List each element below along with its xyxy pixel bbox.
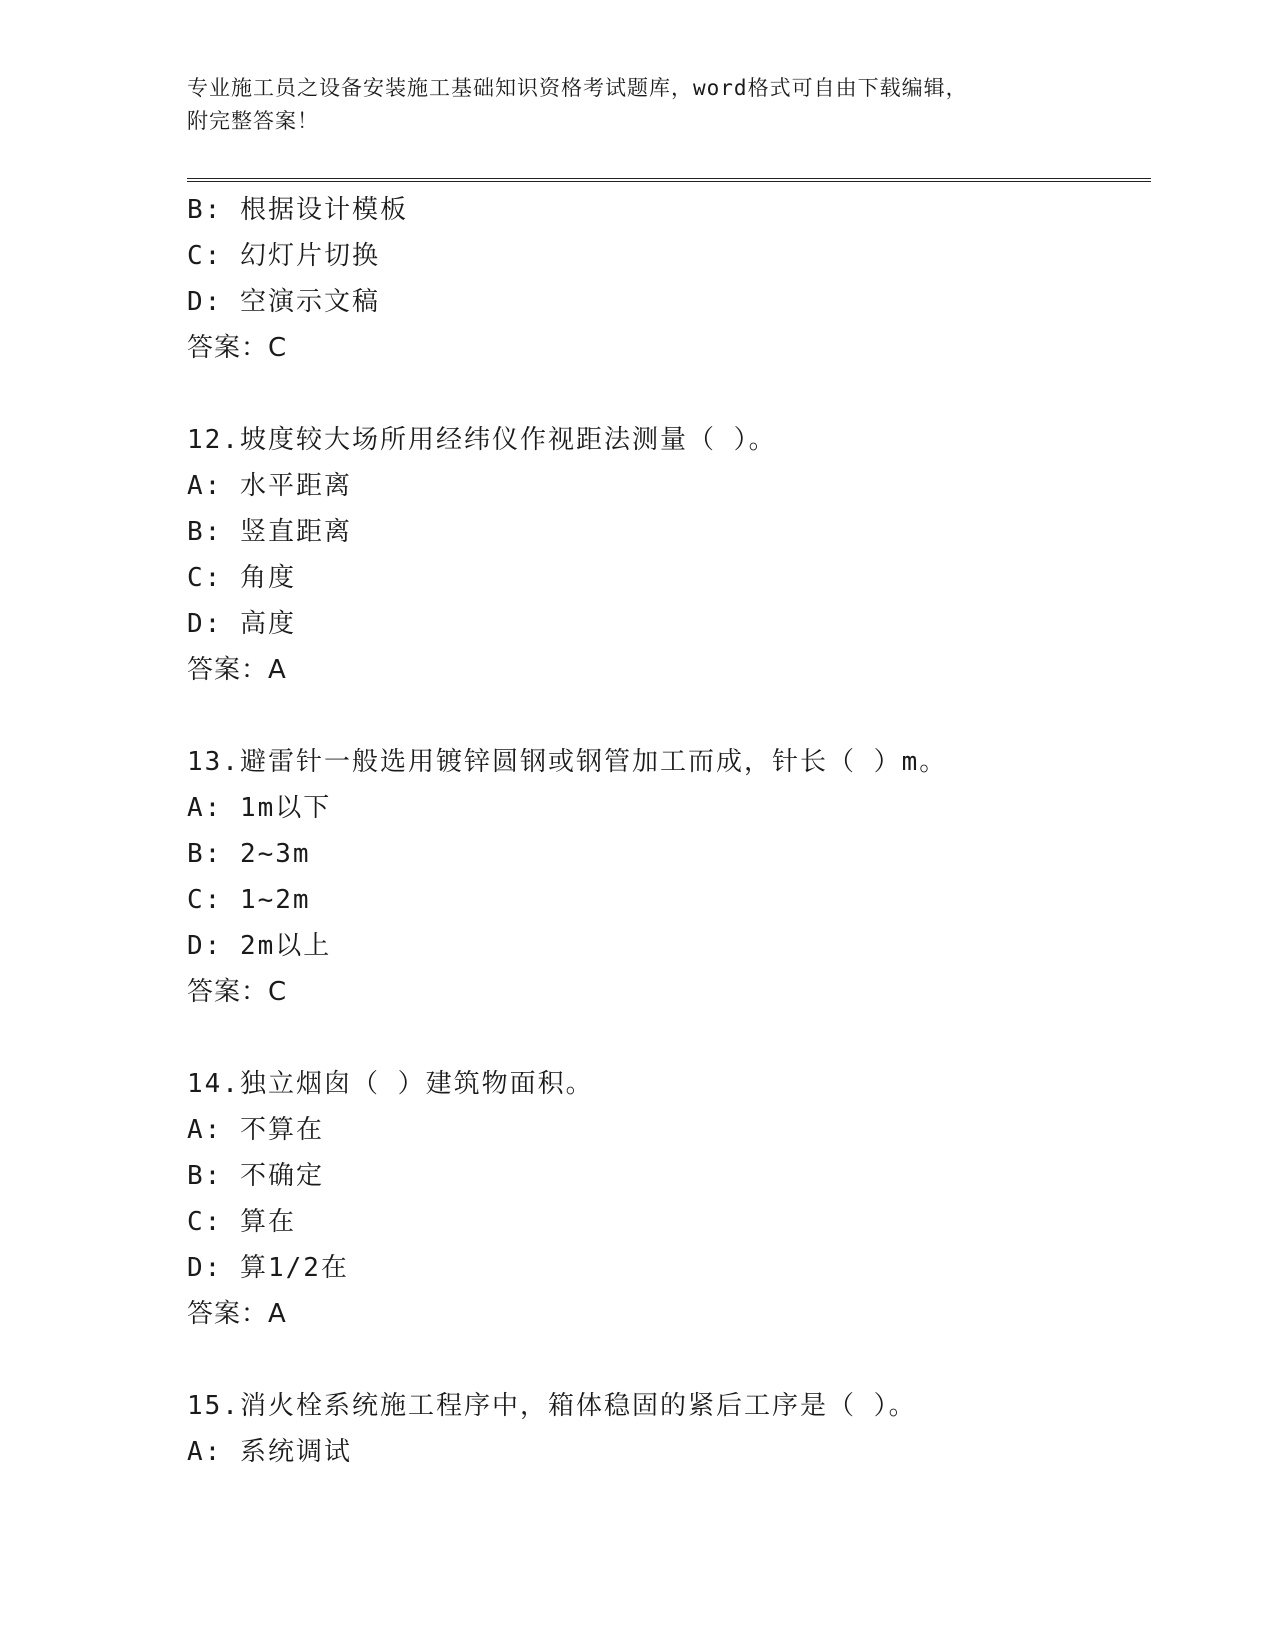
option-d: D: 高度	[187, 609, 296, 639]
question-block-13	[187, 739, 1147, 1015]
option-a: A: 水平距离	[187, 471, 352, 501]
answer-line: 答案：A	[187, 655, 287, 685]
question-block-partial	[187, 187, 1147, 371]
header-line-1: 专业施工员之设备安装施工基础知识资格考试题库，word格式可自由下载编辑，	[187, 76, 968, 100]
option-b: B: 2~3m	[187, 839, 311, 869]
option-d: D: 算1/2在	[187, 1253, 349, 1283]
option-a: A: 1m以下	[187, 793, 332, 823]
spacer	[187, 1015, 1147, 1061]
option-a: A: 不算在	[187, 1115, 324, 1145]
question-stem: 12.坡度较大场所用经纬仪作视距法测量（ ）。	[187, 425, 777, 455]
option-c: C: 角度	[187, 563, 296, 593]
spacer	[187, 1337, 1147, 1383]
option-b: B: 不确定	[187, 1161, 324, 1191]
document-header	[187, 72, 1087, 138]
option-c: C: 算在	[187, 1207, 296, 1237]
option-d: D: 空演示文稿	[187, 287, 380, 317]
spacer	[187, 693, 1147, 739]
question-stem: 15.消火栓系统施工程序中，箱体稳固的紧后工序是（ ）。	[187, 1391, 917, 1421]
header-line-2: 附完整答案！	[187, 109, 319, 133]
option-a: A: 系统调试	[187, 1437, 352, 1467]
spacer	[187, 371, 1147, 417]
option-b: B: 根据设计模板	[187, 195, 408, 225]
option-c: C: 1~2m	[187, 885, 311, 915]
question-block-14	[187, 1061, 1147, 1337]
question-block-12	[187, 417, 1147, 693]
answer-line: 答案：A	[187, 1299, 287, 1329]
question-list	[187, 187, 1147, 1475]
question-stem: 14.独立烟囱（ ）建筑物面积。	[187, 1069, 594, 1099]
option-b: B: 竖直距离	[187, 517, 352, 547]
header-divider	[187, 178, 1151, 182]
option-c: C: 幻灯片切换	[187, 241, 380, 271]
question-block-15	[187, 1383, 1147, 1475]
answer-line: 答案：C	[187, 977, 288, 1007]
answer-line: 答案：C	[187, 333, 288, 363]
option-d: D: 2m以上	[187, 931, 332, 961]
question-stem: 13.避雷针一般选用镀锌圆钢或钢管加工而成，针长（ ）m。	[187, 747, 948, 777]
